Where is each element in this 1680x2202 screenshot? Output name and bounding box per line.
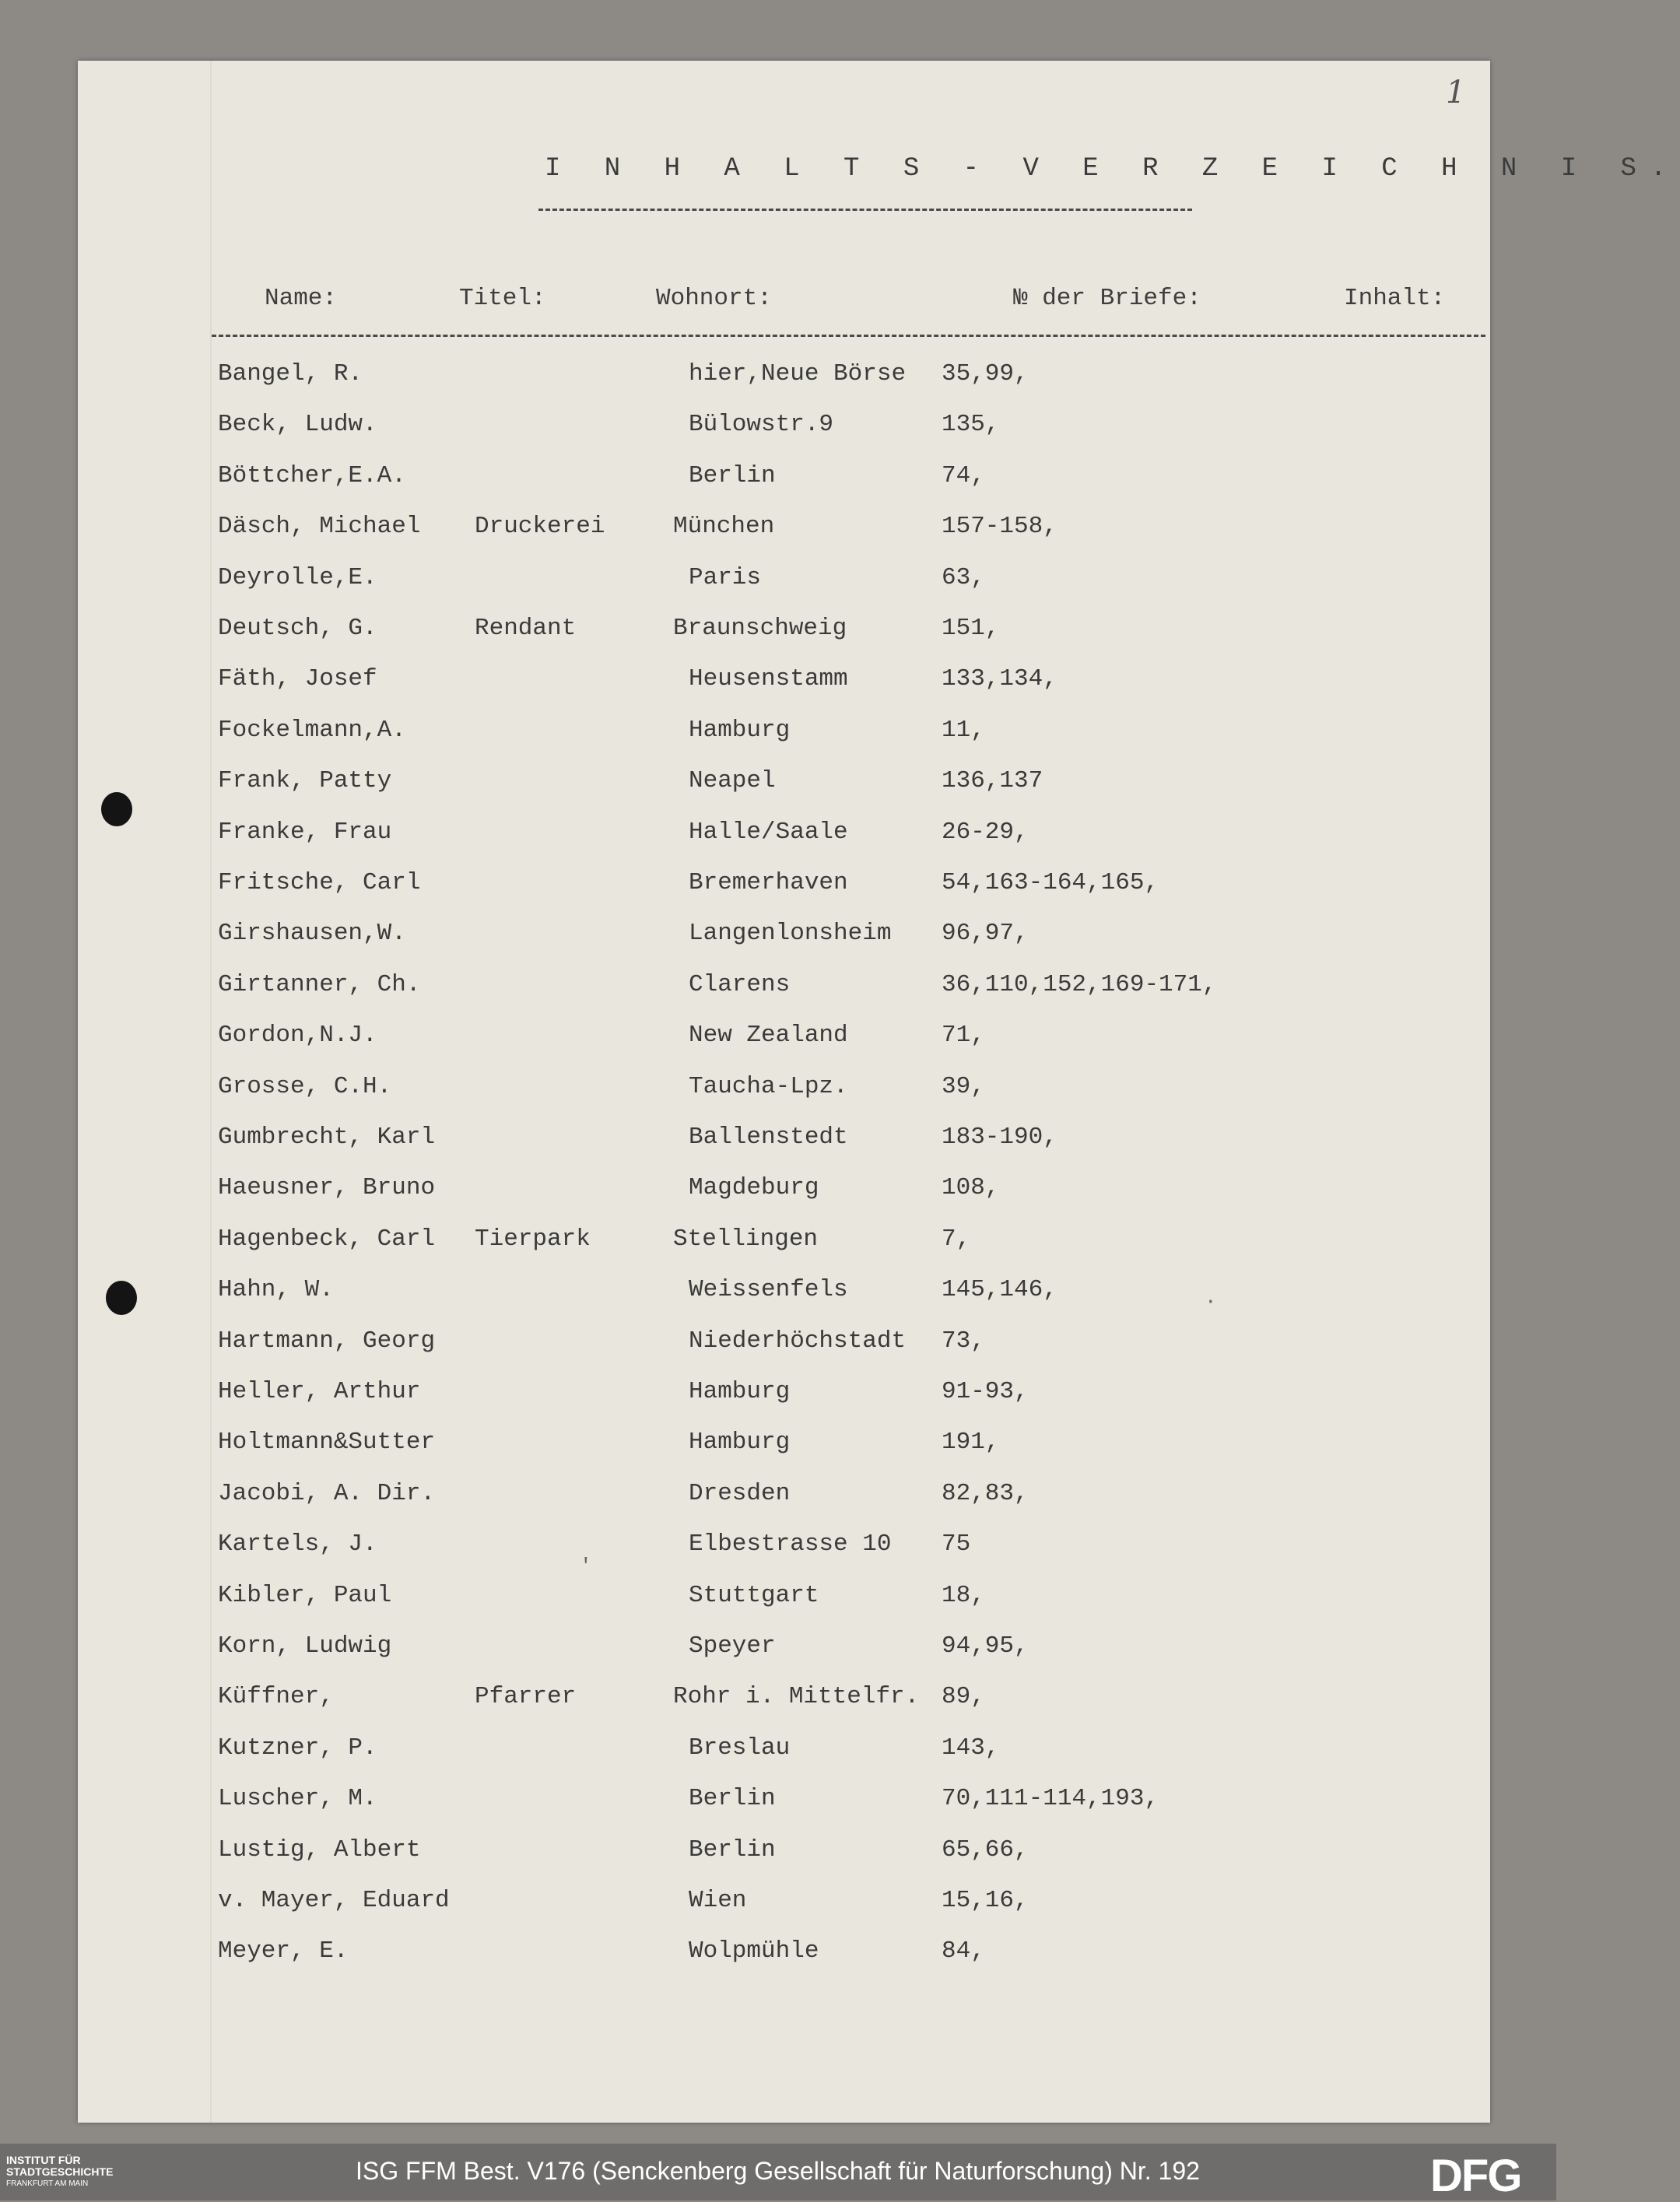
row-briefe: 65,66, [942, 1836, 1029, 1864]
row-wohnort: Berlin [689, 1836, 776, 1864]
row-wohnort: Bülowstr.9 [689, 411, 834, 438]
row-name: Kibler, Paul [218, 1582, 392, 1609]
row-name: Hartmann, Georg [218, 1327, 436, 1355]
row-name: Hahn, W. [218, 1276, 334, 1303]
row-name: Kartels, J. [218, 1531, 377, 1558]
page-number: 1 [1446, 75, 1466, 110]
row-wohnort: Langenlonsheim [689, 920, 892, 947]
institute-logo: INSTITUT FÜR STADTGESCHICHTE FRANKFURT AM MAIN [6, 2154, 114, 2188]
row-name: Däsch, Michael [218, 513, 421, 540]
row-briefe: 135, [942, 411, 1000, 438]
row-briefe: 151, [942, 615, 1000, 642]
column-header-name: Name: [265, 285, 338, 312]
row-name: Fritsche, Carl [218, 869, 421, 896]
row-wohnort: Stuttgart [689, 1582, 819, 1609]
row-wohnort: Paris [689, 564, 762, 591]
row-name: Küffner, [218, 1683, 334, 1710]
row-name: Girshausen,W. [218, 920, 406, 947]
row-briefe: 82,83, [942, 1480, 1029, 1507]
row-titel: Rendant [475, 615, 577, 642]
row-briefe: 15,16, [942, 1887, 1029, 1914]
archive-caption: ISG FFM Best. V176 (Senckenberg Gesellschaft für Naturforschung) Nr. 192 [356, 2157, 1200, 2185]
row-wohnort: Halle/Saale [689, 819, 848, 846]
row-name: Hagenbeck, Carl [218, 1225, 436, 1253]
row-wohnort: Ballenstedt [689, 1124, 848, 1151]
row-wohnort: Hamburg [689, 1378, 791, 1405]
row-name: Haeusner, Bruno [218, 1174, 436, 1201]
punch-hole [106, 1281, 137, 1315]
row-wohnort: Breslau [689, 1734, 791, 1762]
row-briefe: 54,163-164,165, [942, 869, 1159, 896]
row-briefe: 108, [942, 1174, 1000, 1201]
row-name: Jacobi, A. Dir. [218, 1480, 436, 1507]
row-briefe: 7, [942, 1225, 971, 1253]
row-name: Böttcher,E.A. [218, 462, 406, 489]
row-name: Fockelmann,A. [218, 717, 406, 744]
row-name: Grosse, C.H. [218, 1073, 392, 1100]
row-briefe: 63, [942, 564, 985, 591]
row-wohnort: Berlin [689, 1785, 776, 1812]
dfg-logo: DFG [1430, 2151, 1521, 2201]
row-briefe: 143, [942, 1734, 1000, 1762]
row-briefe: 74, [942, 462, 985, 489]
row-briefe: 183-190, [942, 1124, 1057, 1151]
row-briefe: 84, [942, 1937, 985, 1965]
row-name: v. Mayer, Eduard [218, 1887, 450, 1914]
row-name: Meyer, E. [218, 1937, 349, 1965]
row-wohnort: Berlin [689, 462, 776, 489]
row-name: Kutzner, P. [218, 1734, 377, 1762]
row-name: Deyrolle,E. [218, 564, 377, 591]
row-briefe: 71, [942, 1022, 985, 1049]
row-name: Luscher, M. [218, 1785, 377, 1812]
row-briefe: 11, [942, 717, 985, 744]
header-underline [212, 335, 1485, 337]
row-briefe: 96,97, [942, 920, 1029, 947]
row-name: Holtmann&Sutter [218, 1429, 436, 1456]
row-wohnort: Weissenfels [689, 1276, 848, 1303]
column-header-briefe: № der Briefe: [1013, 285, 1201, 312]
row-name: Girtanner, Ch. [218, 971, 421, 998]
row-wohnort: Bremerhaven [689, 869, 848, 896]
row-name: Frank, Patty [218, 767, 392, 794]
page-title: I N H A L T S - V E R Z E I C H N I S. [545, 154, 1680, 184]
row-wohnort: Magdeburg [689, 1174, 819, 1201]
row-briefe: 89, [942, 1683, 985, 1710]
row-briefe: 145,146, [942, 1276, 1057, 1303]
row-wohnort: Wien [689, 1887, 747, 1914]
row-briefe: 39, [942, 1073, 985, 1100]
row-name: Gordon,N.J. [218, 1022, 377, 1049]
row-name: Franke, Frau [218, 819, 392, 846]
title-underline [538, 209, 1192, 211]
row-name: Lustig, Albert [218, 1836, 421, 1864]
column-header-inhalt: Inhalt: [1344, 285, 1446, 312]
row-wohnort: Neapel [689, 767, 776, 794]
row-wohnort: Rohr i. Mittelfr. [673, 1683, 920, 1710]
row-wohnort: New Zealand [689, 1022, 848, 1049]
row-briefe: 136,137 [942, 767, 1043, 794]
stray-mark: · [1205, 1290, 1217, 1313]
row-wohnort: Braunschweig [673, 615, 847, 642]
archive-footer [0, 2144, 1556, 2200]
row-wohnort: Hamburg [689, 1429, 791, 1456]
row-wohnort: Clarens [689, 971, 791, 998]
row-name: Beck, Ludw. [218, 411, 377, 438]
row-wohnort: Wolpmühle [689, 1937, 819, 1965]
row-wohnort: Stellingen [673, 1225, 819, 1253]
row-wohnort: Taucha-Lpz. [689, 1073, 848, 1100]
row-wohnort: Dresden [689, 1480, 791, 1507]
row-name: Korn, Ludwig [218, 1632, 392, 1660]
row-briefe: 94,95, [942, 1632, 1029, 1660]
row-wohnort: Speyer [689, 1632, 776, 1660]
row-briefe: 91-93, [942, 1378, 1029, 1405]
row-briefe: 191, [942, 1429, 1000, 1456]
row-wohnort: Hamburg [689, 717, 791, 744]
row-name: Fäth, Josef [218, 665, 377, 693]
row-name: Bangel, R. [218, 360, 363, 387]
row-briefe: 18, [942, 1582, 985, 1609]
row-name: Heller, Arthur [218, 1378, 421, 1405]
column-header-wohnort: Wohnort: [656, 285, 772, 312]
stray-mark: ' [580, 1555, 592, 1578]
row-name: Gumbrecht, Karl [218, 1124, 436, 1151]
column-header-titel: Titel: [459, 285, 546, 312]
punch-hole [101, 792, 132, 826]
row-wohnort: Niederhöchstadt [689, 1327, 907, 1355]
row-briefe: 26-29, [942, 819, 1029, 846]
row-titel: Druckerei [475, 513, 605, 540]
page-fold [210, 61, 212, 2123]
row-titel: Tierpark [475, 1225, 591, 1253]
row-briefe: 157-158, [942, 513, 1057, 540]
row-wohnort: hier,Neue Börse [689, 360, 907, 387]
row-titel: Pfarrer [475, 1683, 577, 1710]
row-wohnort: Elbestrasse 10 [689, 1531, 892, 1558]
row-briefe: 35,99, [942, 360, 1029, 387]
row-briefe: 73, [942, 1327, 985, 1355]
row-briefe: 36,110,152,169-171, [942, 971, 1217, 998]
row-name: Deutsch, G. [218, 615, 377, 642]
row-briefe: 70,111-114,193, [942, 1785, 1159, 1812]
row-wohnort: Heusenstamm [689, 665, 848, 693]
document-page [78, 61, 1680, 2123]
row-wohnort: München [673, 513, 775, 540]
row-briefe: 133,134, [942, 665, 1057, 693]
row-briefe: 75 [942, 1531, 971, 1558]
